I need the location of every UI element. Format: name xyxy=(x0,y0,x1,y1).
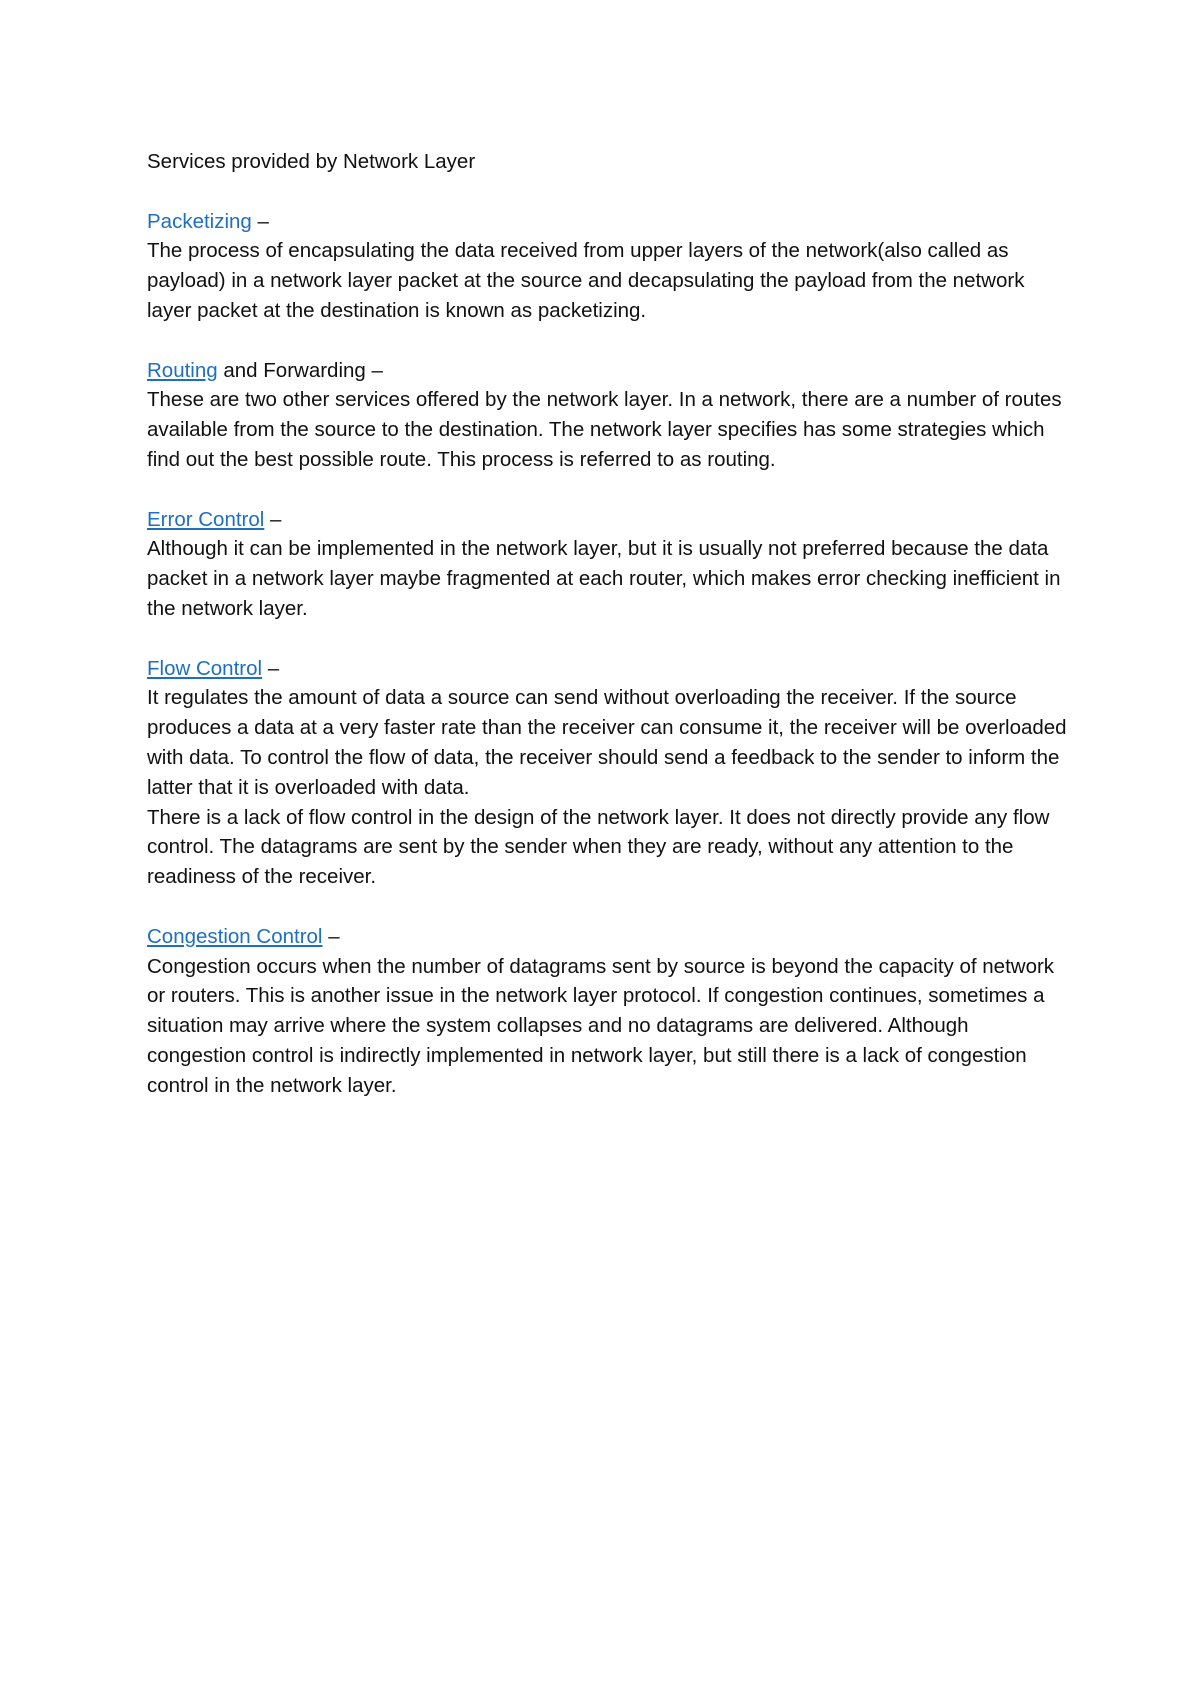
routing-link[interactable]: Routing xyxy=(147,358,218,382)
section-error-control xyxy=(147,505,1067,624)
paragraph-congestion-control: Congestion occurs when the number of datagrams sent by source is beyond the capacity of network or routers. This is another issue in the network layer protocol. If congestion continues, sometimes a situation may arrive where the system collapses and no datagrams are delivered. Although congestion control is indirectly implemented in network layer, but still there is a lack of congestion control in the network layer. xyxy=(147,954,1055,1097)
paragraph-flow-control-2: There is a lack of flow control in the design of the network layer. It does not directly provide any flow control. The datagrams are sent by the sender when they are ready, without any attention to the readiness of the receiver. xyxy=(147,805,1050,889)
error-control-link[interactable]: Error Control xyxy=(147,507,265,531)
heading-dash: – xyxy=(322,924,340,948)
paragraph-flow-control-1: It regulates the amount of data a source can send without overloading the receiver. If the source produces a data at a very faster rate than the receiver can consume it, the receiver will be overloaded with data. To control the flow of data, the receiver should send a feedback to the sender to inform the latter that it is overloaded with data. xyxy=(147,686,1067,799)
heading-packetizing-label: Packetizing xyxy=(147,209,252,233)
heading-routing-rest: and Forwarding xyxy=(217,358,366,382)
paragraph-error-control: Although it can be implemented in the network layer, but it is usually not preferred because the data packet in a network layer maybe fragmented at each router, which makes error checking inefficient in the network layer. xyxy=(147,537,1061,620)
heading-dash: – xyxy=(262,656,280,680)
section-heading-error-control xyxy=(147,505,1067,535)
section-heading-congestion-control xyxy=(147,922,1067,952)
paragraph-routing: These are two other services offered by the network layer. In a network, there are a number of routes available from the source to the destination. The network layer specifies has some strategies which find out the best possible route. This process is referred to as routing. xyxy=(147,388,1062,471)
flow-control-link[interactable]: Flow Control xyxy=(147,656,263,680)
section-routing xyxy=(147,356,1067,475)
heading-dash: – xyxy=(365,358,383,382)
document-title: Services provided by Network Layer xyxy=(147,150,476,173)
document-body xyxy=(147,147,1067,1130)
paragraph-packetizing: The process of encapsulating the data received from upper layers of the network(also called as payload) in a network layer packet at the source and decapsulating the payload from the network layer packet at the destination is known as packetizing. xyxy=(147,239,1025,322)
heading-dash: – xyxy=(251,209,269,233)
section-heading-packetizing xyxy=(147,207,1067,237)
section-flow-control xyxy=(147,654,1067,892)
section-heading-routing xyxy=(147,356,1067,386)
section-heading-flow-control xyxy=(147,654,1067,684)
section-packetizing xyxy=(147,207,1067,326)
section-congestion-control xyxy=(147,922,1067,1101)
heading-dash: – xyxy=(264,507,282,531)
congestion-control-link[interactable]: Congestion Control xyxy=(147,924,323,948)
